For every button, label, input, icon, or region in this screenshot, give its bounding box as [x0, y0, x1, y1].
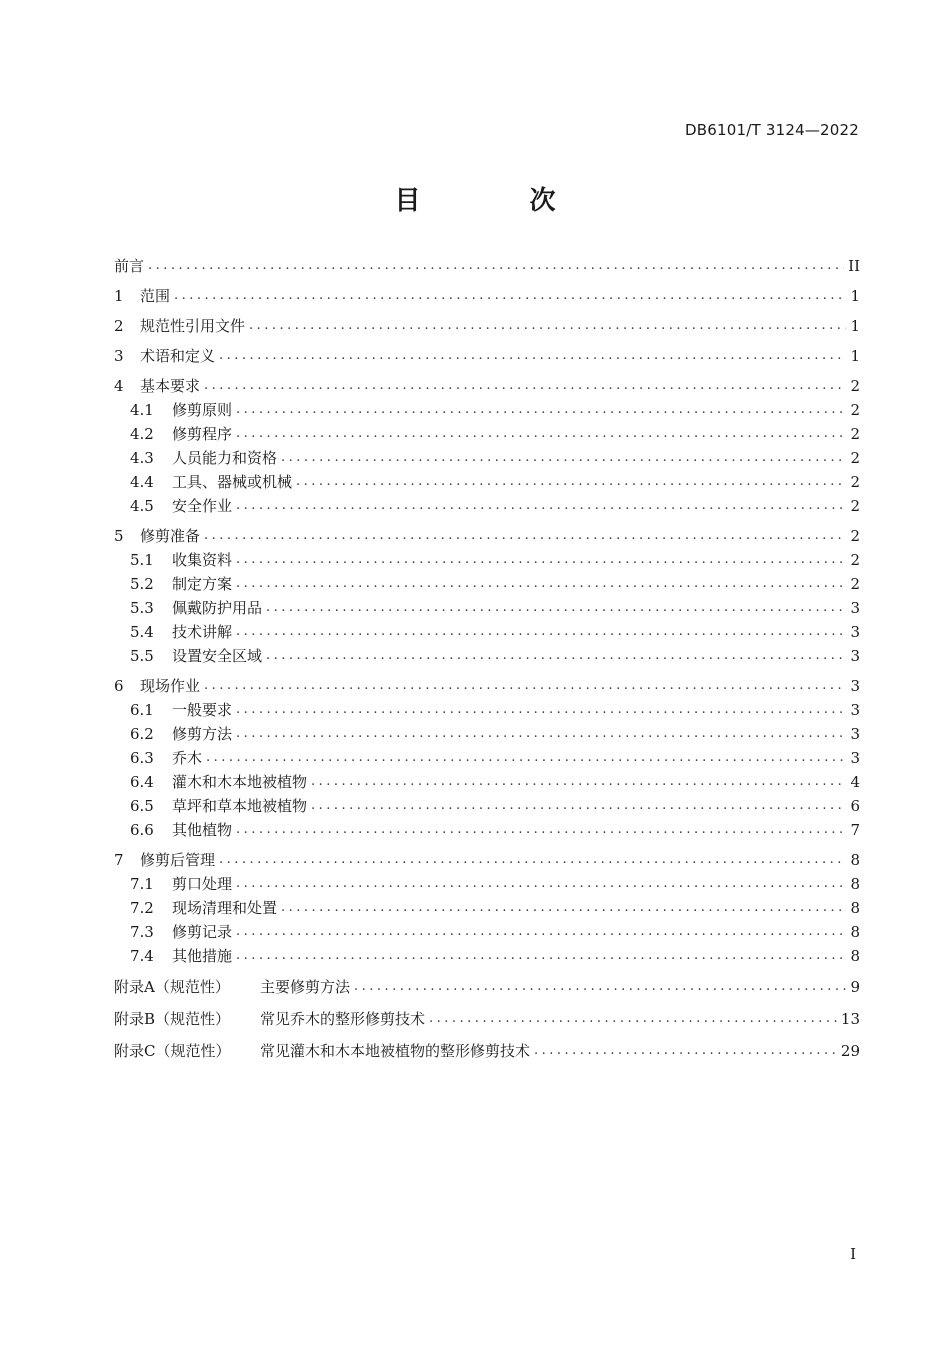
toc-entry-page: 2 — [850, 497, 860, 515]
toc-entry-number: 7.4 — [130, 947, 154, 965]
toc-entry-page: 3 — [850, 623, 860, 641]
toc-dot-leader — [236, 548, 846, 572]
toc-dot-leader — [236, 398, 846, 422]
toc-entry-label: 修剪方法 — [172, 725, 233, 743]
toc-entry[interactable] — [114, 494, 860, 518]
toc-entry-number: 5.1 — [130, 551, 154, 569]
toc-entry-number: 4.4 — [130, 473, 154, 491]
toc-entry-label: 常见灌木和木本地被植物的整形修剪技术 — [260, 1042, 531, 1060]
toc-entry-page: 8 — [850, 851, 860, 869]
toc-entry[interactable] — [114, 746, 860, 770]
toc-entry-number: 7 — [114, 851, 124, 869]
toc-dot-leader — [204, 674, 846, 698]
toc-entry[interactable] — [114, 284, 860, 308]
toc-entry-number: 2 — [114, 317, 124, 335]
toc-dot-leader — [429, 1006, 837, 1032]
toc-entry-page: 3 — [850, 701, 860, 719]
toc-entry[interactable] — [114, 722, 860, 746]
toc-entry[interactable] — [114, 794, 860, 818]
toc-entry-label: 佩戴防护用品 — [172, 599, 263, 617]
toc-entry-label: 现场清理和处置 — [172, 899, 278, 917]
toc-entry-label: 前言 — [114, 257, 145, 275]
toc-entry[interactable] — [114, 572, 860, 596]
toc-entry-label: 一般要求 — [172, 701, 233, 719]
toc-entry-label: 收集资料 — [172, 551, 233, 569]
toc-dot-leader — [236, 572, 846, 596]
toc-entry-page: 1 — [850, 317, 860, 335]
toc-dot-leader — [236, 620, 846, 644]
toc-entry[interactable] — [114, 944, 860, 968]
toc-entry[interactable] — [114, 470, 860, 494]
toc-entry-number: 6.1 — [130, 701, 154, 719]
toc-entry-page: 2 — [850, 425, 860, 443]
toc-entry-number: 7.3 — [130, 923, 154, 941]
toc-entry[interactable] — [114, 848, 860, 872]
toc-entry[interactable] — [114, 698, 860, 722]
table-of-contents — [114, 252, 860, 1064]
toc-entry-label: 修剪后管理 — [140, 851, 216, 869]
toc-entry-page: 9 — [850, 978, 860, 996]
toc-dot-leader — [236, 422, 846, 446]
toc-entry-number: 6.4 — [130, 773, 154, 791]
toc-dot-leader — [206, 746, 846, 770]
toc-entry-label: 术语和定义 — [140, 347, 216, 365]
toc-entry-label: 草坪和草本地被植物 — [172, 797, 308, 815]
toc-entry[interactable] — [114, 422, 860, 446]
toc-entry-label: 工具、器械或机械 — [172, 473, 293, 491]
toc-entry-page: 3 — [850, 677, 860, 695]
toc-entry-appendix-label: 附录B（规范性） — [114, 1010, 231, 1028]
toc-entry-label: 剪口处理 — [172, 875, 233, 893]
toc-dot-leader — [204, 374, 846, 398]
toc-entry-label: 制定方案 — [172, 575, 233, 593]
toc-entry[interactable] — [114, 896, 860, 920]
toc-entry-page: 2 — [850, 575, 860, 593]
toc-entry-page: 6 — [850, 797, 860, 815]
toc-entry[interactable] — [114, 872, 860, 896]
toc-entry-page: 13 — [840, 1010, 860, 1028]
toc-entry-number: 7.1 — [130, 875, 154, 893]
toc-entry-number: 7.2 — [130, 899, 154, 917]
toc-entry-page: 2 — [850, 473, 860, 491]
toc-entry-number: 4.2 — [130, 425, 154, 443]
toc-entry-page: 2 — [850, 527, 860, 545]
toc-entry[interactable] — [114, 524, 860, 548]
toc-dot-leader — [174, 284, 846, 308]
toc-entry-number: 4.5 — [130, 497, 154, 515]
toc-entry-page: 3 — [850, 725, 860, 743]
toc-entry-appendix-label: 附录C（规范性） — [114, 1042, 231, 1060]
toc-entry-page: 2 — [850, 551, 860, 569]
toc-entry-number: 4.3 — [130, 449, 154, 467]
toc-entry-label: 修剪程序 — [172, 425, 233, 443]
toc-dot-leader — [219, 848, 846, 872]
toc-entry[interactable] — [114, 818, 860, 842]
toc-entry[interactable] — [114, 344, 860, 368]
toc-entry-label: 灌木和木本地被植物 — [172, 773, 308, 791]
toc-dot-leader — [236, 872, 846, 896]
page-number: I — [850, 1245, 856, 1263]
toc-entry-page: 3 — [850, 599, 860, 617]
toc-entry[interactable] — [114, 770, 860, 794]
toc-entry-label: 现场作业 — [140, 677, 201, 695]
toc-entry[interactable] — [114, 398, 860, 422]
toc-dot-leader — [281, 446, 846, 470]
toc-entry[interactable] — [114, 674, 860, 698]
toc-dot-leader — [266, 596, 846, 620]
toc-entry-label: 其他措施 — [172, 947, 233, 965]
toc-entry-number: 5.3 — [130, 599, 154, 617]
toc-entry-label: 修剪原则 — [172, 401, 233, 419]
toc-dot-leader — [204, 524, 846, 548]
toc-entry-appendix-label: 附录A（规范性） — [114, 978, 230, 996]
toc-entry-number: 5 — [114, 527, 124, 545]
toc-entry-number: 5.5 — [130, 647, 154, 665]
toc-entry[interactable] — [114, 620, 860, 644]
toc-entry-page: 8 — [850, 923, 860, 941]
toc-dot-leader — [281, 896, 846, 920]
toc-dot-leader — [311, 770, 846, 794]
toc-entry-number: 1 — [114, 287, 124, 305]
toc-entry[interactable] — [114, 374, 860, 398]
toc-entry-label: 技术讲解 — [172, 623, 233, 641]
toc-entry-label: 其他植物 — [172, 821, 233, 839]
toc-entry-label: 范围 — [140, 287, 171, 305]
toc-entry-page: 8 — [850, 875, 860, 893]
toc-entry-label: 修剪记录 — [172, 923, 233, 941]
toc-dot-leader — [236, 722, 846, 746]
toc-entry[interactable] — [114, 1006, 860, 1032]
toc-entry-label: 乔木 — [172, 749, 203, 767]
toc-entry-label: 基本要求 — [140, 377, 201, 395]
toc-dot-leader — [534, 1038, 837, 1064]
toc-entry-number: 6.6 — [130, 821, 154, 839]
toc-dot-leader — [266, 644, 846, 668]
toc-dot-leader — [296, 470, 846, 494]
toc-entry-page: 3 — [850, 647, 860, 665]
toc-entry[interactable] — [114, 1038, 860, 1064]
toc-entry-number: 6 — [114, 677, 124, 695]
toc-entry[interactable] — [114, 548, 860, 572]
toc-entry-label: 人员能力和资格 — [172, 449, 278, 467]
toc-entry-number: 4 — [114, 377, 124, 395]
toc-entry-number: 4.1 — [130, 401, 154, 419]
toc-entry-page: 7 — [850, 821, 860, 839]
toc-dot-leader — [236, 698, 846, 722]
toc-dot-leader — [236, 818, 846, 842]
toc-entry-number: 5.2 — [130, 575, 154, 593]
toc-entry-page: 4 — [850, 773, 860, 791]
toc-entry-page: 2 — [850, 449, 860, 467]
toc-entry-page: 8 — [850, 899, 860, 917]
toc-entry-number: 5.4 — [130, 623, 154, 641]
toc-entry[interactable] — [114, 974, 860, 1000]
toc-entry-page: 8 — [850, 947, 860, 965]
toc-entry[interactable] — [114, 446, 860, 470]
toc-dot-leader — [148, 254, 844, 278]
toc-dot-leader — [236, 494, 846, 518]
toc-entry-number: 6.3 — [130, 749, 154, 767]
toc-entry[interactable] — [114, 920, 860, 944]
toc-dot-leader — [236, 944, 846, 968]
toc-entry[interactable] — [114, 596, 860, 620]
toc-entry-page: 3 — [850, 749, 860, 767]
toc-entry-number: 6.5 — [130, 797, 154, 815]
toc-entry-page: 2 — [850, 401, 860, 419]
toc-entry-label: 修剪准备 — [140, 527, 201, 545]
toc-entry-label: 主要修剪方法 — [260, 978, 351, 996]
toc-entry-page: 1 — [850, 347, 860, 365]
toc-entry[interactable] — [114, 254, 860, 278]
toc-entry-page: 29 — [840, 1042, 860, 1060]
toc-entry-number: 6.2 — [130, 725, 154, 743]
toc-dot-leader — [354, 974, 846, 1000]
toc-dot-leader — [311, 794, 846, 818]
toc-entry-page: II — [848, 257, 860, 275]
toc-entry-page: 2 — [850, 377, 860, 395]
toc-title: 目 次 — [394, 186, 606, 216]
toc-entry-label: 规范性引用文件 — [140, 317, 246, 335]
toc-entry[interactable] — [114, 314, 860, 338]
toc-entry-label: 安全作业 — [172, 497, 233, 515]
toc-entry-label: 设置安全区域 — [172, 647, 263, 665]
toc-entry-page: 1 — [850, 287, 860, 305]
toc-entry-number: 3 — [114, 347, 124, 365]
toc-entry[interactable] — [114, 644, 860, 668]
toc-dot-leader — [236, 920, 846, 944]
document-code: DB6101/T 3124—2022 — [685, 121, 859, 139]
toc-dot-leader — [219, 344, 846, 368]
toc-dot-leader — [249, 314, 846, 338]
toc-entry-label: 常见乔木的整形修剪技术 — [260, 1010, 426, 1028]
